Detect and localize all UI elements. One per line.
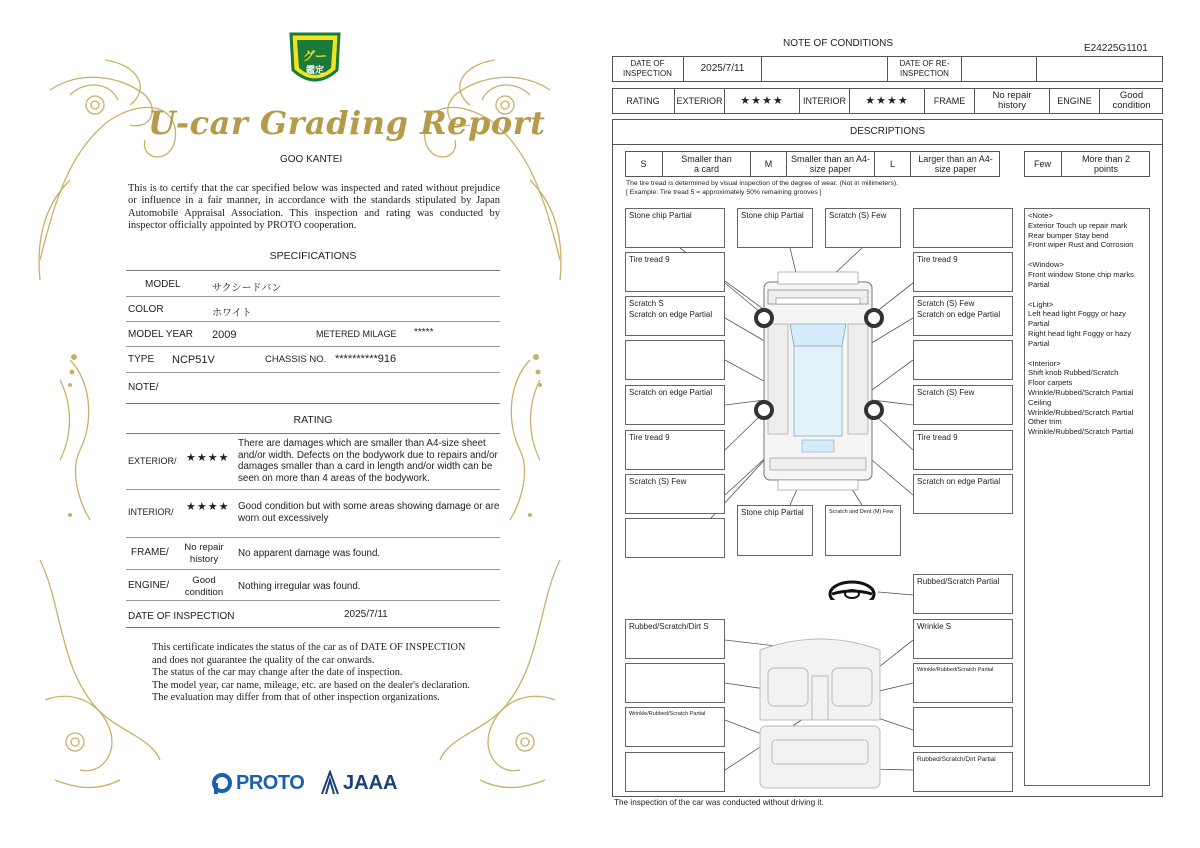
engine-label: ENGINE/ bbox=[128, 580, 170, 591]
interior-stars: ★★★★ bbox=[186, 501, 230, 513]
notes-panel bbox=[1024, 208, 1150, 786]
model-label: MODEL bbox=[145, 279, 181, 290]
condition-box bbox=[625, 340, 725, 380]
condition-box: Scratch and Dent (M) Few bbox=[825, 505, 901, 556]
condition-box bbox=[625, 296, 725, 336]
jaaa-logo bbox=[320, 770, 397, 796]
condition-box: Rubbed/Scratch Partial bbox=[913, 574, 1013, 614]
rating-title: RATING bbox=[293, 414, 333, 426]
chassis-value: **********916 bbox=[335, 353, 397, 365]
note-interior: <Interior> Shift knob Rubbed/Scratch Floor carpets Wrinkle/Rubbed/Scratch Partial Ceiling Wrinkle/Rubbed/Scratch Partial Other trim Wrinkle/Rubbed/Scratch Partial bbox=[1028, 358, 1134, 437]
divider bbox=[126, 433, 500, 434]
model-year-label: MODEL YEAR bbox=[128, 329, 194, 340]
specifications-title: SPECIFICATIONS bbox=[269, 250, 357, 262]
mileage-label: METERED MILAGE bbox=[316, 329, 397, 339]
note-window: <Window> Front window Stone chip marks Partial bbox=[1028, 260, 1134, 289]
condition-box: Tire tread 9 bbox=[913, 430, 1013, 470]
footer-line: The status of the car may change after the date of inspection. bbox=[152, 667, 403, 678]
condition-box: Scratch on edge Partial bbox=[625, 385, 725, 425]
condition-box: Rubbed/Scratch/Dirt S bbox=[625, 619, 725, 659]
legend-s-desc: Smaller than a card bbox=[663, 151, 751, 177]
divider bbox=[126, 627, 500, 628]
condition-box: Scratch (S) Few bbox=[913, 385, 1013, 425]
condition-line: Scratch on edge Partial bbox=[629, 310, 713, 319]
legend-few-desc: More than 2 points bbox=[1081, 154, 1131, 174]
condition-box bbox=[913, 208, 1013, 248]
divider bbox=[1036, 56, 1037, 82]
engine-value: Good condition bbox=[184, 575, 224, 598]
tire-example: [ Example: Tire tread 5 = approximately 50% remaining grooves ] bbox=[626, 189, 822, 196]
note-label: NOTE/ bbox=[128, 382, 159, 393]
report-title: U-car Grading Report bbox=[148, 104, 546, 142]
condition-line: Scratch (S) Few bbox=[917, 299, 975, 308]
footer-line: The evaluation may differ from that of other inspection organizations. bbox=[152, 692, 440, 703]
certificate-footer bbox=[152, 642, 472, 705]
proto-logo-text: PROTO bbox=[236, 772, 305, 794]
frame-label: FRAME bbox=[925, 88, 975, 114]
interior-stars: ★★★★ bbox=[850, 88, 925, 114]
engine-description: Nothing irregular was found. bbox=[238, 581, 361, 592]
footer-line: The model year, car name, mileage, etc. are based on the dealer's declaration. bbox=[152, 679, 470, 691]
condition-box bbox=[625, 518, 725, 558]
tire-note: The tire tread is determined by visual inspection of the degree of wear. (Not in millimeters). bbox=[626, 180, 898, 187]
divider bbox=[126, 489, 500, 490]
condition-box: Stone chip Partial bbox=[737, 505, 813, 556]
jaaa-mark-icon bbox=[320, 770, 340, 796]
interior-description: Good condition but with some areas showing damage or are worn out excessively bbox=[238, 501, 500, 524]
proto-mark-icon bbox=[212, 773, 232, 795]
goo-kantei-logo bbox=[287, 30, 343, 92]
date-of-inspection-value: 2025/7/11 bbox=[344, 609, 388, 620]
exterior-label: EXTERIOR bbox=[675, 88, 725, 114]
condition-line: Scratch S bbox=[629, 299, 664, 308]
condition-box bbox=[625, 663, 725, 703]
divider bbox=[126, 372, 500, 373]
exterior-stars: ★★★★ bbox=[186, 452, 230, 464]
frame-value: No repair history bbox=[184, 542, 224, 565]
interior-label: INTERIOR bbox=[800, 88, 850, 114]
note-light: <Light> Left head light Foggy or hazy Partial Right head light Foggy or hazy Partial bbox=[1028, 299, 1131, 348]
legend-s: S bbox=[625, 151, 663, 177]
note-general: <Note> Exterior Touch up repair mark Rear bumper Stay bend Front wiper Rust and Corrosion bbox=[1028, 211, 1134, 250]
type-label: TYPE bbox=[128, 354, 155, 365]
divider bbox=[126, 296, 500, 297]
color-label: COLOR bbox=[128, 304, 164, 315]
condition-line: Scratch on edge Partial bbox=[917, 310, 1001, 319]
frame-description: No apparent damage was found. bbox=[238, 548, 381, 559]
legend-few: Few bbox=[1024, 151, 1062, 177]
jaaa-logo-text: JAAA bbox=[343, 771, 398, 794]
date-inspection-value: 2025/7/11 bbox=[684, 56, 762, 82]
svg-text:グー: グー bbox=[302, 49, 328, 63]
divider bbox=[126, 600, 500, 601]
condition-box: Rubbed/Scratch/Dirt Partial bbox=[913, 752, 1013, 792]
divider bbox=[126, 321, 500, 322]
divider bbox=[126, 403, 500, 404]
frame-label: FRAME/ bbox=[131, 547, 169, 558]
engine-value: Good condition bbox=[1112, 90, 1151, 111]
condition-box bbox=[625, 752, 725, 792]
mileage-value: ***** bbox=[414, 327, 434, 338]
condition-box: Stone chip Partial bbox=[737, 208, 813, 248]
condition-box bbox=[913, 296, 1013, 336]
condition-box: Tire tread 9 bbox=[913, 252, 1013, 292]
color-value: ホワイト bbox=[212, 308, 252, 319]
frame-value: No repair history bbox=[975, 88, 1050, 114]
condition-box: Scratch (S) Few bbox=[825, 208, 901, 248]
type-value: NCP51V bbox=[172, 354, 215, 366]
condition-box bbox=[913, 340, 1013, 380]
interior-label: INTERIOR/ bbox=[128, 507, 174, 517]
legend-m-desc: Smaller than an A4-size paper bbox=[787, 151, 875, 177]
proto-logo bbox=[212, 772, 304, 795]
divider bbox=[126, 569, 500, 570]
divider bbox=[126, 270, 500, 271]
divider bbox=[126, 346, 500, 347]
condition-box bbox=[913, 707, 1013, 747]
condition-box: Tire tread 9 bbox=[625, 252, 725, 292]
exterior-label: EXTERIOR/ bbox=[128, 456, 177, 466]
exterior-description: There are damages which are smaller than A4-size sheet and/or width. Defects on the bodywork due to repairs and/or damages smaller than a card in length and/or width can be seen on more than 4 areas of the bodywork. bbox=[238, 438, 498, 484]
date-of-inspection-label: DATE OF INSPECTION bbox=[128, 611, 235, 622]
sheet-code: E24225G1101 bbox=[1084, 43, 1148, 54]
date-reinspection-label: DATE OF RE-INSPECTION bbox=[887, 56, 962, 82]
engine-label: ENGINE bbox=[1050, 88, 1100, 114]
chassis-label: CHASSIS NO. bbox=[265, 354, 327, 365]
rating-label: RATING bbox=[612, 88, 675, 114]
descriptions-title: DESCRIPTIONS bbox=[612, 119, 1163, 145]
condition-box: Wrinkle/Rubbed/Scratch Partial bbox=[625, 707, 725, 747]
date-inspection-label: DATE OF INSPECTION bbox=[612, 56, 684, 82]
certification-text: This is to certify that the car specified below was inspected and rated without prejudice or influence in a fair manner, in accordance with the standards stipulated by Japan Automobile Appraisal Association. This inspection and rating was conducted by inspector officially appointed by PROTO cooperation. bbox=[128, 183, 500, 232]
legend-m: M bbox=[751, 151, 787, 177]
condition-box: Stone chip Partial bbox=[625, 208, 725, 248]
model-value: サクシードバン bbox=[212, 283, 282, 294]
condition-box: Scratch on edge Partial bbox=[913, 474, 1013, 514]
divider bbox=[126, 537, 500, 538]
footer-line: This certificate indicates the status of the car as of DATE OF INSPECTION and does not guarantee the quality of the car onwards. bbox=[152, 642, 466, 666]
legend-l-desc: Larger than an A4-size paper bbox=[918, 154, 993, 174]
condition-box: Tire tread 9 bbox=[625, 430, 725, 470]
report-subtitle: GOO KANTEI bbox=[280, 154, 343, 165]
model-year-value: 2009 bbox=[212, 329, 237, 341]
condition-box: Wrinkle/Rubbed/Scratch Partial bbox=[913, 663, 1013, 703]
condition-box: Scratch (S) Few bbox=[625, 474, 725, 514]
condition-box: Wrinkle S bbox=[913, 619, 1013, 659]
sheet-title: NOTE OF CONDITIONS bbox=[783, 38, 893, 49]
bottom-note: The inspection of the car was conducted without driving it. bbox=[614, 798, 824, 807]
exterior-stars: ★★★★ bbox=[725, 88, 800, 114]
legend-l: L bbox=[875, 151, 911, 177]
svg-text:鑑定: 鑑定 bbox=[305, 66, 325, 76]
